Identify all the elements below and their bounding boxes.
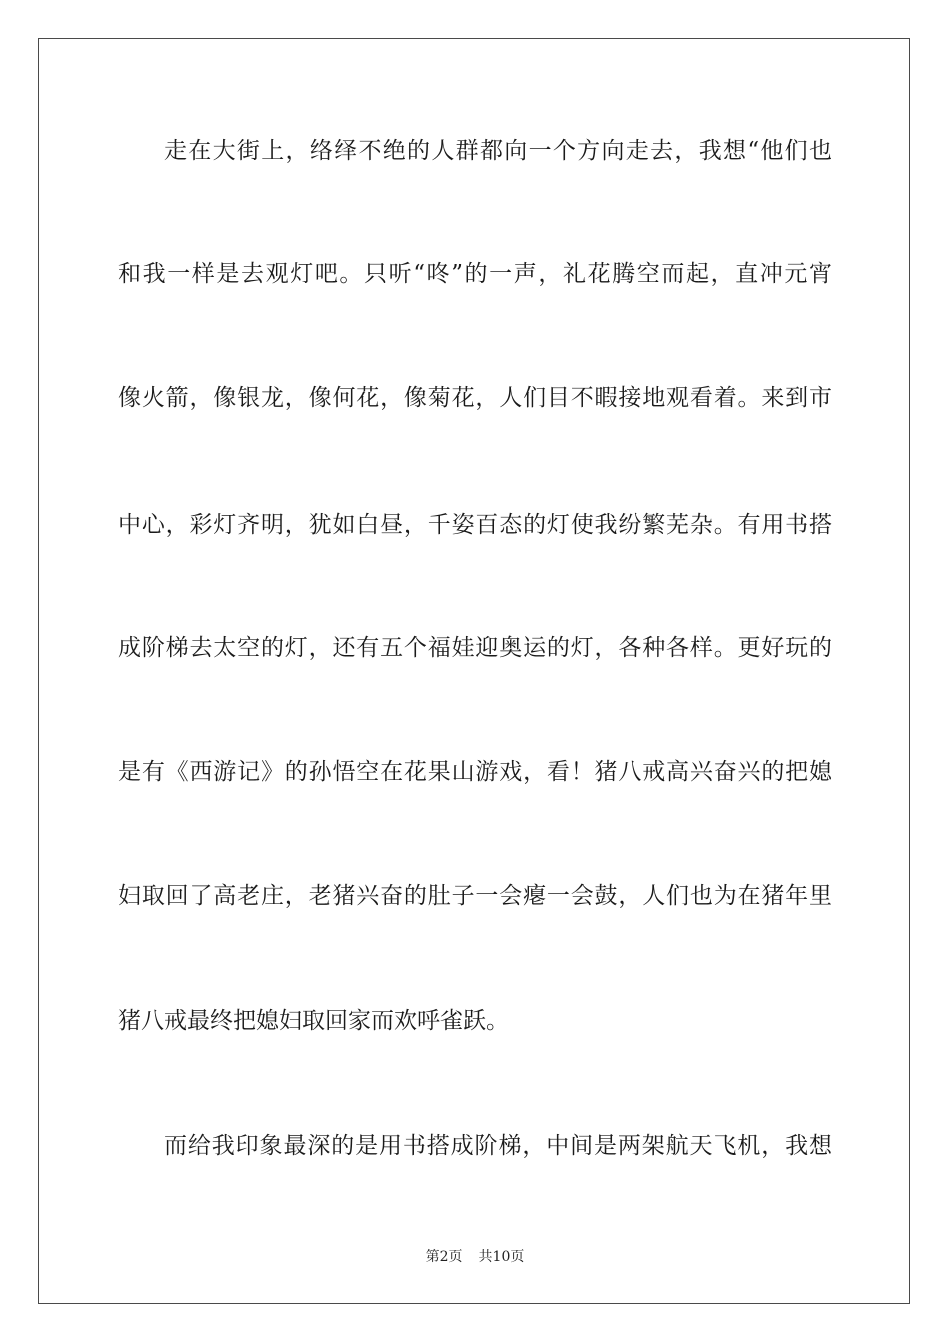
page-border [38,38,910,1304]
paragraph-1-line-5: 成阶梯去太空的灯，还有五个福娃迎奥运的灯，各种各样。更好玩的 [118,635,832,661]
paragraph-1-line-8: 猪八戒最终把媳妇取回家而欢呼雀跃。 [118,1008,509,1034]
page-footer [0,1248,950,1266]
paragraph-1-line-7: 妇取回了高老庄，老猪兴奋的肚子一会瘪一会鼓，人们也为在猪年里 [118,883,832,909]
page-total: 共10页 [478,1249,525,1265]
paragraph-1-line-6: 是有《西游记》的孙悟空在花果山游戏，看！猪八戒高兴奋兴的把媳 [118,759,832,785]
paragraph-1-line-3: 像火箭，像银龙，像何花，像菊花，人们目不暇接地观看着。来到市 [118,385,832,411]
page-number: 第2页 [425,1249,463,1265]
paragraph-2-line-1: 而给我印象最深的是用书搭成阶梯，中间是两架航天飞机，我想 [164,1133,832,1159]
paragraph-1-line-4: 中心，彩灯齐明，犹如白昼，千姿百态的灯使我纷繁芜杂。有用书搭 [118,512,832,538]
paragraph-1-line-2: 和我一样是去观灯吧。只听“咚”的一声，礼花腾空而起，直冲元宵 [118,261,832,287]
paragraph-1-line-1: 走在大街上，络绎不绝的人群都向一个方向走去，我想“他们也 [164,138,832,164]
